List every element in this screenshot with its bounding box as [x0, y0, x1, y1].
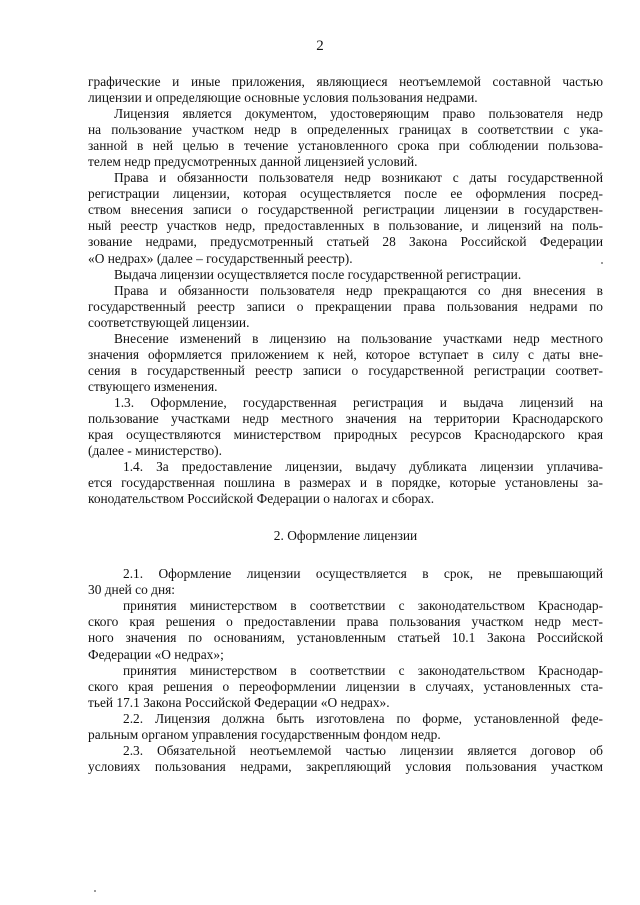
document-body: [88, 74, 603, 775]
text-line: 30 дней со дня:: [88, 582, 176, 598]
text-line: Выдача лицензии осуществляется после государственной регистрации.: [114, 266, 522, 282]
text-line: 2.3. Обязательной неотъемлемой частью лицензии является договор об: [123, 742, 603, 758]
text-line: условиях пользования недрами, закрепляющий условия пользования участком: [88, 758, 603, 774]
text-line: 1.4. За предоставление лицензии, выдачу дубликата лицензии уплачива-: [123, 459, 603, 475]
text-line: соответствующей лицензии.: [88, 314, 250, 330]
text-line: сения в государственный реестр записи о государственной регистрации соответ-: [88, 362, 603, 378]
text-line: ральным органом управления государственным фондом недр.: [88, 726, 441, 742]
text-line: ского края решения о предоставлении права пользования участком недр мест-: [88, 614, 603, 630]
text-line: значения оформляется приложением к ней, которое вступает в силу с даты вне-: [88, 346, 603, 362]
text-line: ного значения по основаниям, установленным статьей 10.1 Закона Российской: [88, 630, 603, 646]
text-line: ный реестр участков недр, предоставленных в пользование, и лицензий на поль-: [88, 218, 603, 234]
text-line: ствующего изменения.: [88, 378, 218, 394]
text-line: телем недр предусмотренных данной лицензией условий.: [88, 154, 418, 170]
paragraphs-section-1: [88, 74, 603, 507]
text-line: пользование участками недр местного значения на территории Краснодарского: [88, 410, 603, 426]
text-line: ством внесения записи о государственной регистрации лицензии в государствен-: [88, 202, 603, 218]
text-line: Права и обязанности пользователя недр прекращаются со дня внесения в: [114, 282, 603, 298]
text-line: регистрации лицензии, которая осуществляется после ее оформления посред-: [88, 186, 603, 202]
text-line: ется государственная пошлина в размерах и в порядке, которые установлены за-: [88, 475, 603, 491]
text-line: принятия министерством в соответствии с законодательством Краснодар-: [123, 598, 603, 614]
text-line: (далее - министерство).: [88, 443, 222, 459]
text-line: государственный реестр записи о прекращении права пользования недрами по: [88, 298, 603, 314]
text-line: ского края решения о переоформлении лицензии в случаях, установленных ста-: [88, 678, 603, 694]
text-line: на пользование участком недр в определенных границах в соответствии с ука-: [88, 122, 603, 138]
text-line: 1.3. Оформление, государственная регистрация и выдача лицензий на: [114, 394, 603, 410]
section-heading: 2. Оформление лицензии: [273, 528, 418, 544]
text-line: лицензии и определяющие основные условия пользования недрами.: [88, 90, 478, 106]
page-number: 2: [316, 38, 324, 54]
text-line: 2.1. Оформление лицензии осуществляется в срок, не превышающий: [123, 566, 603, 582]
text-line: края осуществляются министерством природных ресурсов Краснодарского края: [88, 427, 603, 443]
text-line: принятия министерством в соответствии с законодательством Краснодар-: [123, 662, 603, 678]
text-line: конодательством Российской Федерации о налогах и сборах.: [88, 491, 435, 507]
text-line: зование недрами, предусмотренный статьей 28 Закона Российской Федерации: [88, 234, 603, 250]
text-line: Федерации «О недрах»;: [88, 646, 224, 662]
text-line: Права и обязанности пользователя недр возникают с даты государственной: [114, 170, 603, 186]
scan-dot: [601, 262, 603, 264]
text-line: «О недрах» (далее – государственный реестр).: [88, 250, 353, 266]
text-line: Лицензия является документом, удостоверяющим право пользователя недр: [114, 106, 603, 122]
text-line: Внесение изменений в лицензию на пользование участками недр местного: [114, 330, 603, 346]
paragraphs-section-2: [88, 566, 603, 775]
text-line: тьей 17.1 Закона Российской Федерации «О недрах».: [88, 694, 390, 710]
text-line: занной в ней целью в течение установленного срока при соблюдении пользова-: [88, 138, 603, 154]
text-line: графические и иные приложения, являющиеся неотъемлемой составной частью: [88, 74, 603, 89]
text-line: 2.2. Лицензия должна быть изготовлена по форме, установленной феде-: [123, 710, 603, 726]
scan-dot: [94, 890, 96, 892]
